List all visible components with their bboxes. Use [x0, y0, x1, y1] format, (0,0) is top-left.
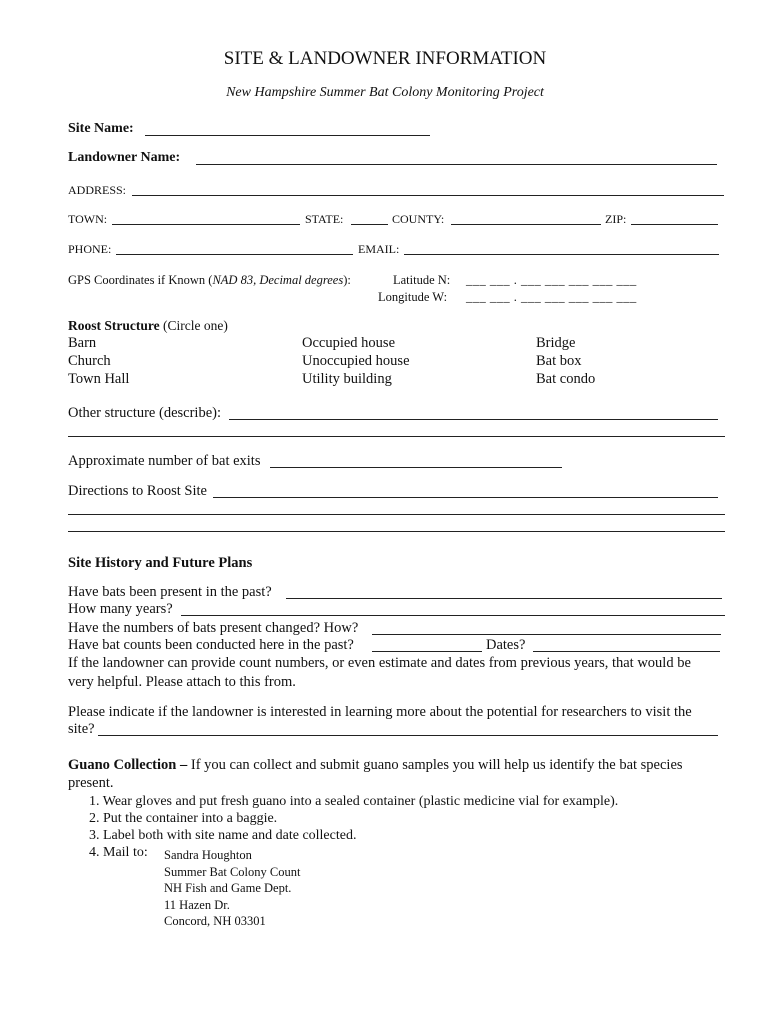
roost-option-town-hall[interactable]: Town Hall [68, 371, 130, 387]
page-subtitle: New Hampshire Summer Bat Colony Monitoring Project [226, 85, 544, 100]
bat-exits-label: Approximate number of bat exits [68, 453, 261, 469]
roost-option-church[interactable]: Church [68, 353, 111, 369]
directions-label: Directions to Roost Site [68, 483, 207, 499]
town-label: TOWN: [68, 212, 108, 226]
mail-name: Sandra Houghton [164, 848, 252, 862]
other-structure-label: Other structure (describe): [68, 405, 221, 421]
roost-option-unoccupied-house[interactable]: Unoccupied house [302, 353, 410, 369]
interest-line2: site? [68, 721, 95, 737]
landowner-name-label: Landowner Name: [68, 150, 181, 165]
latitude-label: Latitude N: [393, 273, 451, 287]
guano-intro-line1: Guano Collection – If you can collect and submit guano samples you will help us identify the bat species [68, 757, 683, 773]
history-note-line2: very helpful. Please attach to this from. [68, 674, 296, 690]
guano-step-1: 1. Wear gloves and put fresh guano into a sealed container (plastic medicine vial for example). [89, 794, 619, 809]
longitude-field[interactable]: ___ ___ . ___ ___ ___ ___ ___ [466, 290, 637, 304]
page-title: SITE & LANDOWNER INFORMATION [223, 48, 547, 69]
roost-options-col1 [68, 334, 129, 388]
history-q4-field[interactable] [372, 651, 482, 652]
mail-city: Concord, NH 03301 [164, 914, 266, 928]
county-field[interactable] [451, 224, 601, 225]
mail-street: 11 Hazen Dr. [164, 897, 230, 912]
email-label: EMAIL: [358, 242, 400, 256]
address-field[interactable] [132, 195, 724, 196]
roost-options-col2 [302, 334, 410, 388]
bat-exits-field[interactable] [270, 467, 562, 468]
mail-line-3: NH Fish and Game Dept. [164, 881, 292, 895]
roost-option-bat-condo[interactable]: Bat condo [536, 371, 596, 387]
history-dates-field[interactable] [533, 651, 720, 652]
guano-step-4: 4. Mail to: [89, 845, 148, 860]
landowner-name-field[interactable] [196, 164, 717, 165]
history-heading: Site History and Future Plans [68, 555, 253, 571]
directions-field[interactable] [213, 497, 718, 498]
state-field[interactable] [351, 224, 388, 225]
history-note-line1: If the landowner can provide count numbers, or even estimate and dates from previous years, that would be [68, 655, 691, 671]
roost-option-barn[interactable]: Barn [68, 335, 97, 351]
state-label: STATE: [305, 212, 344, 226]
mail-line-2: Summer Bat Colony Count [164, 864, 301, 879]
zip-field[interactable] [631, 224, 718, 225]
mailing-address [164, 847, 300, 930]
email-field[interactable] [404, 254, 719, 255]
longitude-label: Longitude W: [378, 290, 448, 304]
site-name-field[interactable] [145, 135, 430, 136]
directions-line-2[interactable] [68, 514, 725, 515]
roost-heading: Roost Structure (Circle one) [68, 318, 228, 333]
history-dates-label: Dates? [486, 637, 526, 653]
guano-intro-line2: present. [68, 775, 114, 791]
guano-heading: Guano Collection – [68, 757, 188, 773]
history-q3-field[interactable] [372, 634, 721, 635]
other-structure-line-2[interactable] [68, 436, 725, 437]
interest-field[interactable] [98, 735, 718, 736]
history-q1-field[interactable] [286, 598, 722, 599]
phone-label: PHONE: [68, 242, 112, 256]
zip-label: ZIP: [605, 212, 627, 226]
history-q2-field[interactable] [181, 615, 725, 616]
town-field[interactable] [112, 224, 300, 225]
other-structure-field[interactable] [229, 419, 718, 420]
site-name-label: Site Name: [68, 121, 134, 136]
roost-option-utility-building[interactable]: Utility building [302, 371, 392, 387]
roost-option-occupied-house[interactable]: Occupied house [302, 335, 396, 351]
directions-line-3[interactable] [68, 531, 725, 532]
guano-step-2: 2. Put the container into a baggie. [89, 811, 278, 826]
county-label: COUNTY: [392, 212, 445, 226]
gps-label: GPS Coordinates if Known (NAD 83, Decimal degrees): [68, 273, 351, 287]
latitude-field[interactable]: ___ ___ . ___ ___ ___ ___ ___ [466, 273, 637, 287]
history-q4-label: Have bat counts been conducted here in the past? [68, 637, 354, 653]
roost-options-col3 [536, 334, 595, 388]
address-label: ADDRESS: [68, 183, 127, 197]
history-q3-label: Have the numbers of bats present changed? How? [68, 620, 359, 636]
roost-option-bat-box[interactable]: Bat box [536, 353, 582, 369]
guano-step-3: 3. Label both with site name and date collected. [89, 828, 357, 843]
history-q2-label: How many years? [68, 601, 173, 617]
phone-field[interactable] [116, 254, 353, 255]
history-q1-label: Have bats been present in the past? [68, 584, 272, 600]
interest-line1: Please indicate if the landowner is interested in learning more about the potential for researchers to visit the [68, 704, 692, 720]
roost-option-bridge[interactable]: Bridge [536, 335, 576, 351]
